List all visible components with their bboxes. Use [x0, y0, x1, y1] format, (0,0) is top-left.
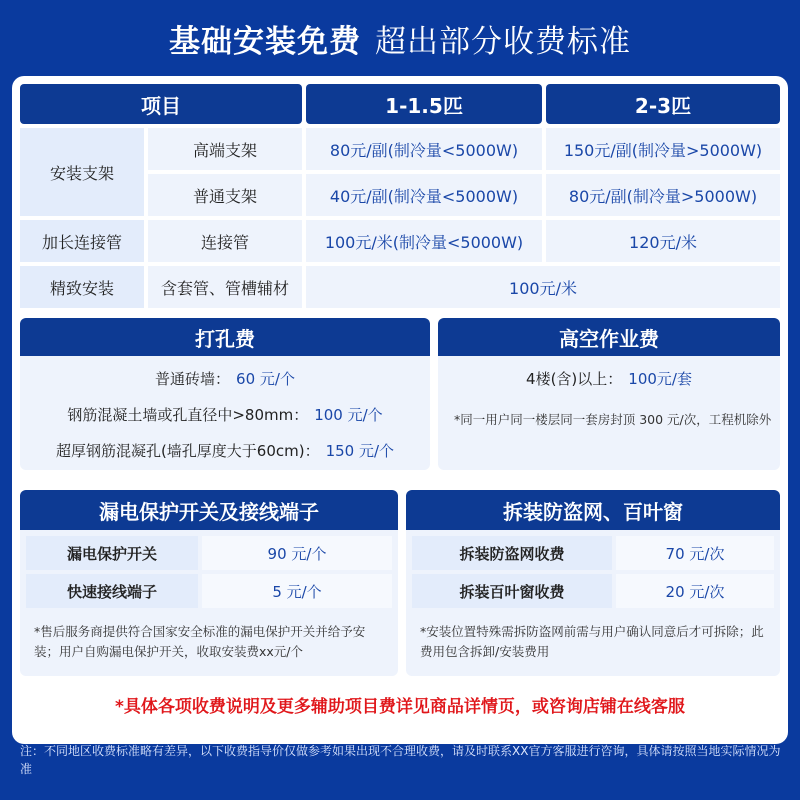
- red-notice: *具体各项收费说明及更多辅助项目费详见商品详情页，或咨询店铺在线客服: [115, 696, 685, 717]
- group-pipe: 加长连接管: [20, 220, 144, 262]
- title-normal: 超出部分收费标准: [375, 23, 631, 60]
- bracket-high-name: 高端支架: [148, 128, 302, 170]
- high-altitude-value: 100元/套: [628, 369, 692, 388]
- bracket-high-a: 80元/副(制冷量<5000W): [306, 128, 542, 170]
- drilling-value: 60 元/个: [236, 369, 295, 388]
- high-altitude-note: *同一用户同一楼层同一套房封顶 300 元/次，工程机除外: [454, 412, 772, 427]
- drilling-label: 超厚钢筋混凝孔(墙孔厚度大于60cm)：: [55, 441, 320, 460]
- footer-note: 注：不同地区收费标准略有差异，以下收费指导价仅做参考如果出现不合理收费，请及时联系XX官方客服进行咨询，具体请按照当地实际情况为准: [20, 744, 781, 776]
- drilling-label: 钢筋混凝土墙或孔直径中>80mm：: [67, 405, 309, 424]
- drilling-row: [20, 362, 430, 394]
- pipe-a: 100元/米(制冷量<5000W): [306, 220, 542, 262]
- drilling-label: 普通砖墙：: [155, 369, 231, 388]
- leakage-value: 90 元/个: [202, 536, 392, 570]
- fine-value: 100元/米: [306, 266, 780, 308]
- group-bracket: 安装支架: [20, 128, 144, 216]
- title-bold: 基础安装免费: [169, 23, 361, 60]
- pipe-name: 连接管: [148, 220, 302, 262]
- leakage-label: 快速接线端子: [26, 574, 198, 608]
- pipe-b: 120元/米: [546, 220, 780, 262]
- drilling-value: 150 元/个: [325, 441, 395, 460]
- header-item: 项目: [20, 84, 302, 124]
- drilling-title: 打孔费: [20, 318, 430, 356]
- bracket-high-b: 150元/副(制冷量>5000W): [546, 128, 780, 170]
- high-altitude-label: 4楼(含)以上：: [526, 369, 623, 388]
- drilling-value: 100 元/个: [314, 405, 383, 424]
- header-1-1.5: 1-1.5匹: [306, 84, 542, 124]
- removal-value: 20 元/次: [616, 574, 774, 608]
- page-title: [0, 0, 800, 76]
- fine-name: 含套管、管槽辅材: [148, 266, 302, 308]
- bracket-normal-b: 80元/副(制冷量>5000W): [546, 174, 780, 216]
- group-fine: 精致安装: [20, 266, 144, 308]
- header-2-3: 2-3匹: [546, 84, 780, 124]
- leakage-title: 漏电保护开关及接线端子: [20, 490, 398, 530]
- bracket-normal-a: 40元/副(制冷量<5000W): [306, 174, 542, 216]
- removal-value: 70 元/次: [616, 536, 774, 570]
- high-altitude-row: [438, 362, 780, 394]
- removal-note: *安装位置特殊需拆防盗网前需与用户确认同意后才可拆除；此费用包含拆卸/安装费用: [420, 624, 764, 659]
- removal-label: 拆装百叶窗收费: [412, 574, 612, 608]
- leakage-value: 5 元/个: [202, 574, 392, 608]
- drilling-row: [20, 434, 430, 466]
- removal-label: 拆装防盗网收费: [412, 536, 612, 570]
- drilling-row: [20, 398, 430, 430]
- leakage-note: *售后服务商提供符合国家安全标准的漏电保护开关并给予安装；用户自购漏电保护开关，收取安装费xx元/个: [34, 624, 366, 659]
- leakage-label: 漏电保护开关: [26, 536, 198, 570]
- bracket-normal-name: 普通支架: [148, 174, 302, 216]
- high-altitude-title: 高空作业费: [438, 318, 780, 356]
- removal-title: 拆装防盗网、百叶窗: [406, 490, 780, 530]
- content-card: [12, 76, 788, 744]
